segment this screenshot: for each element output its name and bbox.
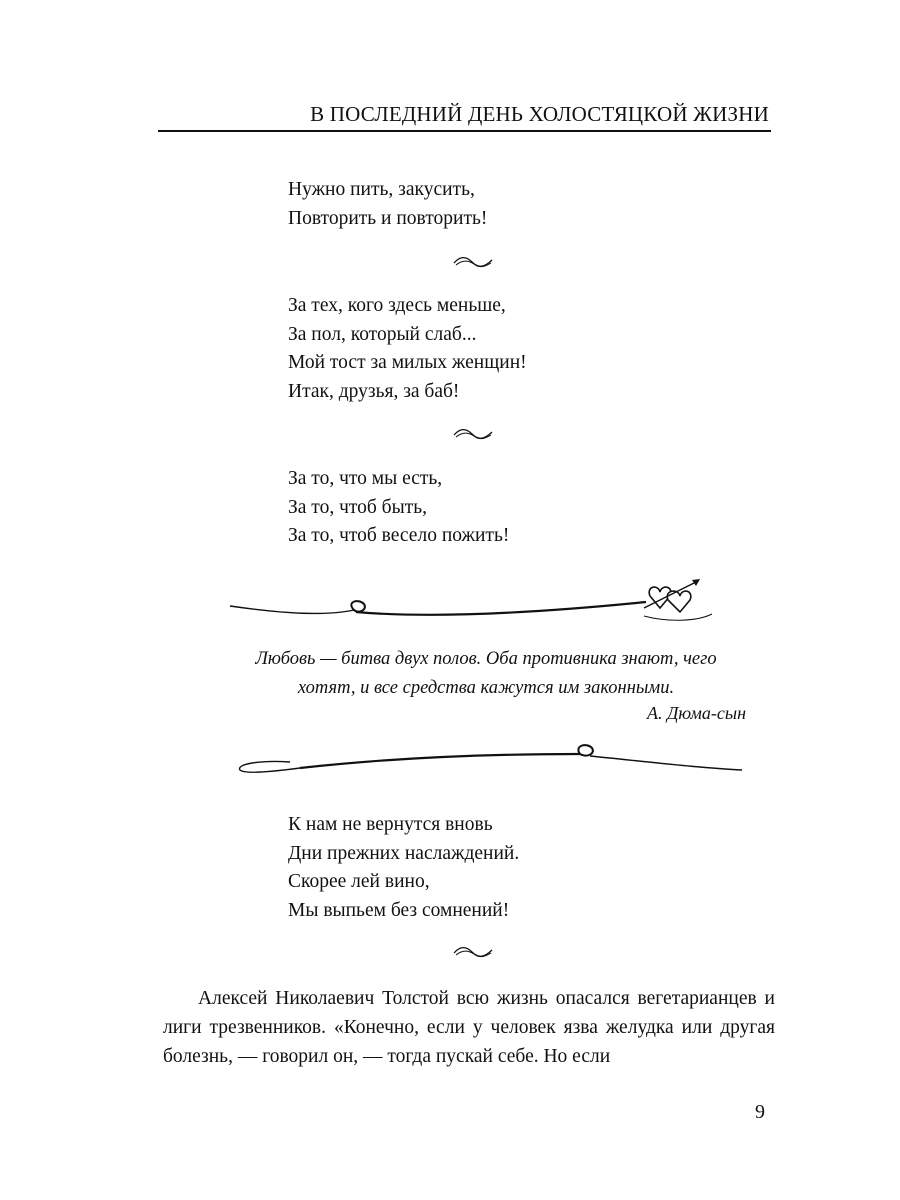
prose-paragraph: Алексей Николаевич Толстой всю жизнь опасался вегетарианцев и лиги трезвенников. «Конечно, если у человек язва желудка или другая болезнь, — говорил он, — тогда пускай себе. Но если: [163, 988, 775, 1067]
verse-line: За то, чтоб быть,: [288, 496, 427, 518]
stanza-3: [288, 465, 509, 551]
verse-line: Дни прежних наслаждений.: [288, 842, 520, 864]
swash-top-with-hearts-icon: [226, 572, 726, 628]
verse-line: Итак, друзья, за баб!: [288, 380, 460, 402]
verse-line: К нам не вернутся вновь: [288, 814, 493, 835]
stanza-1: [288, 176, 487, 233]
flourish-divider-icon: [452, 944, 494, 960]
swash-bottom-icon: [230, 740, 750, 780]
quote-author: А. Дюма-сын: [646, 703, 746, 723]
verse-line: Повторить и повторить!: [288, 207, 488, 229]
verse-line: За пол, который слаб...: [288, 323, 477, 345]
verse-line: Мы выпьем без сомнений!: [288, 899, 510, 921]
flourish-divider-icon: [452, 254, 494, 270]
flourish-divider-icon: [452, 426, 494, 442]
stanza-2: [288, 292, 527, 406]
quote-line: хотят, и все средства кажутся им законными.: [297, 678, 675, 698]
running-header: [158, 98, 771, 132]
epigraph-quote: [222, 645, 750, 724]
verse-line: За то, что мы есть,: [288, 468, 443, 489]
verse-line: За то, чтоб весело пожить!: [288, 525, 510, 546]
verse-line: Нужно пить, закусить,: [288, 179, 475, 200]
verse-line: Скорее лей вино,: [288, 871, 430, 892]
verse-line: Мой тост за милых женщин!: [288, 352, 527, 373]
header-title: В ПОСЛЕДНИЙ ДЕНЬ ХОЛОСТЯЦКОЙ ЖИЗНИ: [310, 102, 769, 126]
stanza-4: [288, 811, 519, 925]
quote-line: Любовь — битва двух полов. Оба противника знают, чего: [255, 649, 717, 669]
page-number: 9: [755, 1101, 765, 1123]
verse-line: За тех, кого здесь меньше,: [288, 295, 506, 316]
